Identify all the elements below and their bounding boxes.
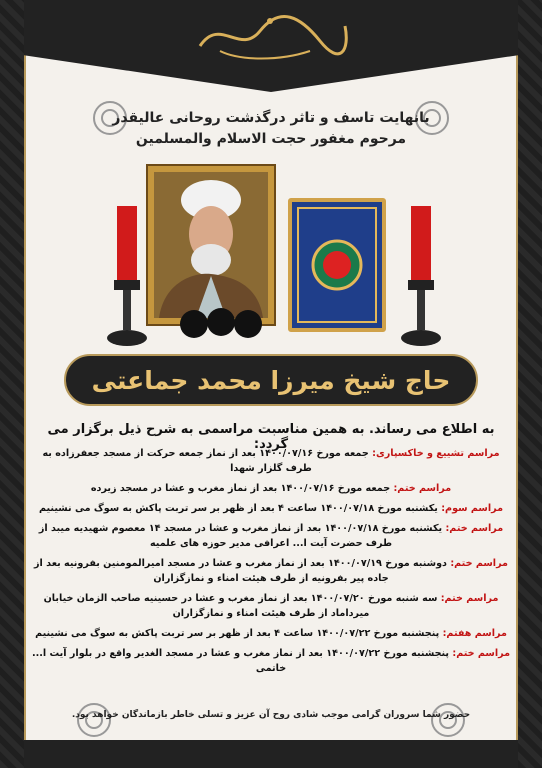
deceased-name: حاج شیخ میرزا محمد جماعتی bbox=[91, 365, 451, 395]
event-text: یکشنبه مورخ ۱۴۰۰/۰۷/۱۸ ساعت ۴ بعد از ظهر بر سر تربت پاکش به سوگ می نشینیم bbox=[38, 503, 438, 514]
event-item bbox=[30, 626, 512, 641]
candle-icon bbox=[398, 200, 444, 350]
event-text: جمعه مورخ ۱۴۰۰/۰۷/۱۶ بعد از نماز جمعه حرکت از مسجد جعفرزاده به طرف گلزار شهدا bbox=[42, 448, 369, 474]
bottom-band bbox=[24, 740, 518, 768]
event-text: پنجشنبه مورخ ۱۴۰۰/۰۷/۲۲ بعد از نماز مغرب و عشا در مسجد الغدیر واقع در بلوار آیت ا... خاتمی bbox=[31, 648, 450, 674]
header-line-2: مرحوم مغفور حجت الاسلام والمسلمین bbox=[135, 131, 407, 147]
intro-text: به اطلاع می رساند. به همین مناسبت مراسمی به شرح ذیل برگزار می گردد: bbox=[47, 422, 495, 452]
event-label: مراسم ختم: bbox=[440, 593, 499, 604]
black-roses-icon bbox=[176, 306, 266, 342]
event-item bbox=[30, 646, 512, 676]
name-banner bbox=[64, 354, 478, 406]
event-item bbox=[30, 521, 512, 551]
events-list bbox=[30, 446, 512, 681]
event-label: مراسم ختم: bbox=[445, 523, 504, 534]
ornament-icon bbox=[428, 700, 468, 740]
event-item bbox=[30, 481, 512, 496]
candle-icon bbox=[104, 200, 150, 350]
event-label: مراسم ختم: bbox=[452, 648, 511, 659]
event-label: مراسم هفتم: bbox=[442, 628, 507, 639]
event-label: مراسم تشییع و خاکسپاری: bbox=[372, 448, 500, 459]
event-label: مراسم ختم: bbox=[450, 558, 508, 569]
header-line-1: بانهایت تاسف و تاثر درگذشت روحانی عالیقدر bbox=[112, 110, 430, 126]
quran-image bbox=[288, 198, 386, 332]
calligraphy-logo bbox=[180, 6, 362, 68]
ornament-icon bbox=[74, 700, 114, 740]
event-item bbox=[30, 501, 512, 516]
portrait-image bbox=[148, 166, 274, 324]
event-text: دوشنبه مورخ ۱۴۰۰/۰۷/۱۹ بعد از نماز مغرب و عشا در مسجد امیرالمومنین بفرونیه بعد از جاده پیر بفرونیه از طرف هیئت امناء و نمازگزاران bbox=[34, 558, 447, 584]
event-label: مراسم سوم: bbox=[441, 503, 504, 514]
footer-text: حضور شما سروران گرامی موجب شادی روح آن عزیز و تسلی خاطر بازماندگان خواهد بود. bbox=[71, 710, 471, 720]
event-text: پنجشنبه مورخ ۱۴۰۰/۰۷/۲۲ ساعت ۴ بعد از ظهر بر سر تربت پاکش به سوگ می نشینیم bbox=[35, 628, 440, 639]
event-item bbox=[30, 556, 512, 586]
event-text: جمعه مورخ ۱۴۰۰/۰۷/۱۶ بعد از نماز مغرب و عشا در مسجد زیرده bbox=[90, 483, 391, 494]
event-item bbox=[30, 591, 512, 621]
event-text: یکشنبه مورخ ۱۴۰۰/۰۷/۱۸ بعد از نماز مغرب و عشا در مسجد ۱۴ معصوم شهیدیه میبد از طرف حضرت آیت ا... اعرافی مدیر حوزه های علمیه bbox=[38, 523, 443, 549]
event-item bbox=[30, 446, 512, 476]
event-text: سه شنبه مورخ ۱۴۰۰/۰۷/۲۰ بعد از نماز مغرب و عشا در حسینیه صاحب الزمان خیابان میرداماد از طرف هیئت امناء و نمازگزاران bbox=[43, 593, 438, 619]
event-label: مراسم ختم: bbox=[393, 483, 452, 494]
